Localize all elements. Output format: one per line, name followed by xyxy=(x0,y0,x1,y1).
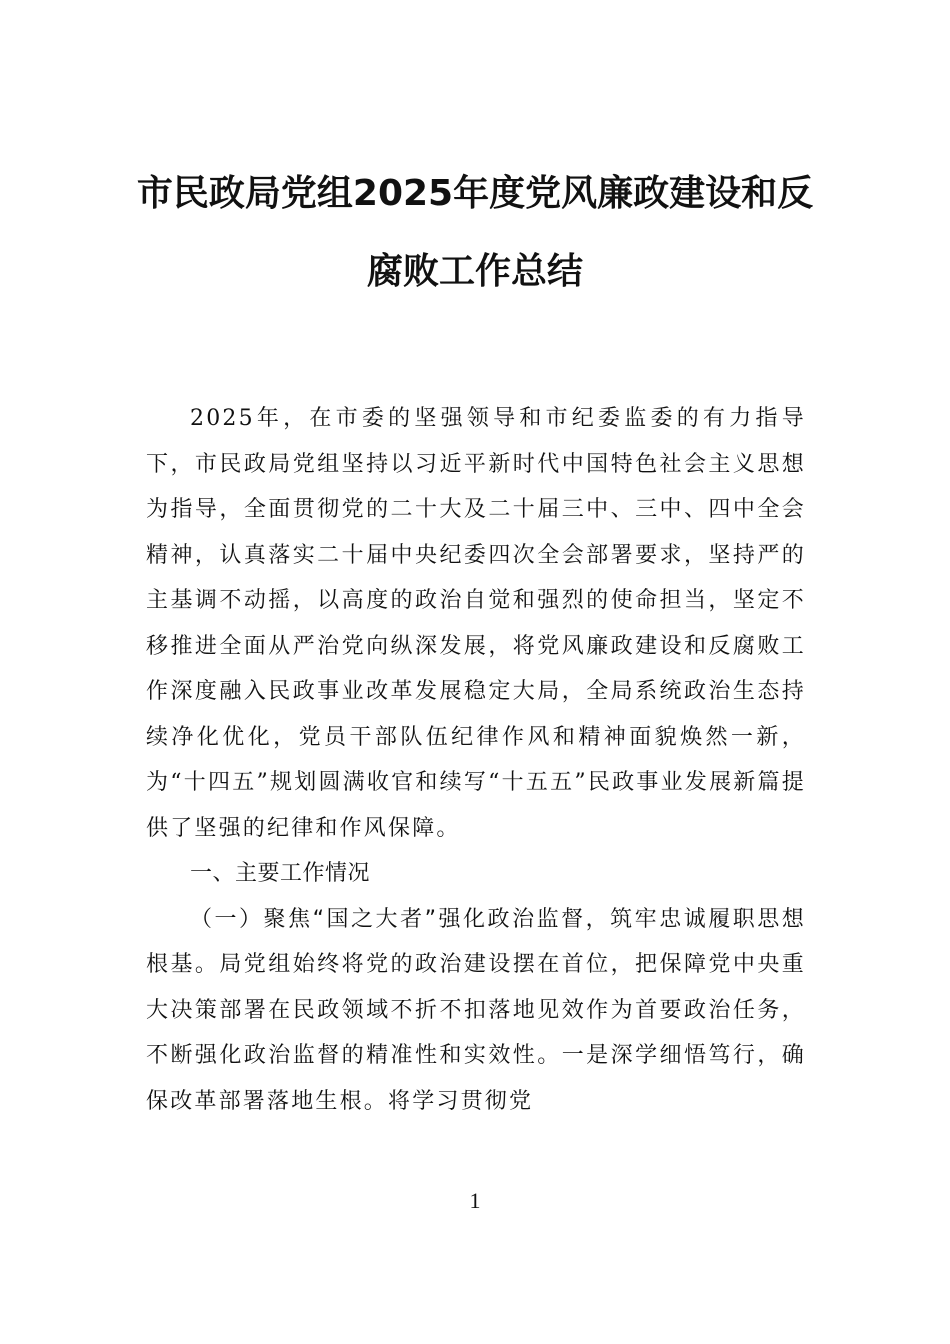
title-line-2: 腐败工作总结 xyxy=(366,251,583,292)
document-body xyxy=(146,396,806,1124)
title-line-1: 市民政局党组2025年度党风廉政建设和反 xyxy=(136,173,814,214)
subsection-paragraph xyxy=(146,897,806,1125)
section-heading: 一、主要工作情况 xyxy=(190,861,371,886)
document-title xyxy=(120,155,830,311)
subsection-body: 局党组始终将党的政治建设摆在首位，把保障党中央重大决策部署在民政领域不折不扣落地见效作为首要政治任务，不断强化政治监督的精准性和实效性。一是深学细悟笃行，确保改革部署落地生根。将学习贯彻党 xyxy=(146,952,806,1114)
intro-paragraph: 2025年，在市委的坚强领导和市纪委监委的有力指导下，市民政局党组坚持以习近平新时代中国特色社会主义思想为指导，全面贯彻党的二十大及二十届三中、三中、四中全会精神，认真落实二十届中央纪委四次全会部署要求，坚持严的主基调不动摇，以高度的政治自觉和强烈的使命担当，坚定不移推进全面从严治党向纵深发展，将党风廉政建设和反腐败工作深度融入民政事业改革发展稳定大局，全局系统政治生态持续净化优化，党员干部队伍纪律作风和精神面貌焕然一新，为“十四五”规划圆满收官和续写“十五五”民政事业发展新篇提供了坚强的纪律和作风保障。 xyxy=(146,406,806,841)
page-number: 1 xyxy=(469,1188,481,1213)
subsection-heading: （一）聚焦“国之大者”强化政治监督，筑牢忠诚履职思想根基。 xyxy=(146,906,806,977)
